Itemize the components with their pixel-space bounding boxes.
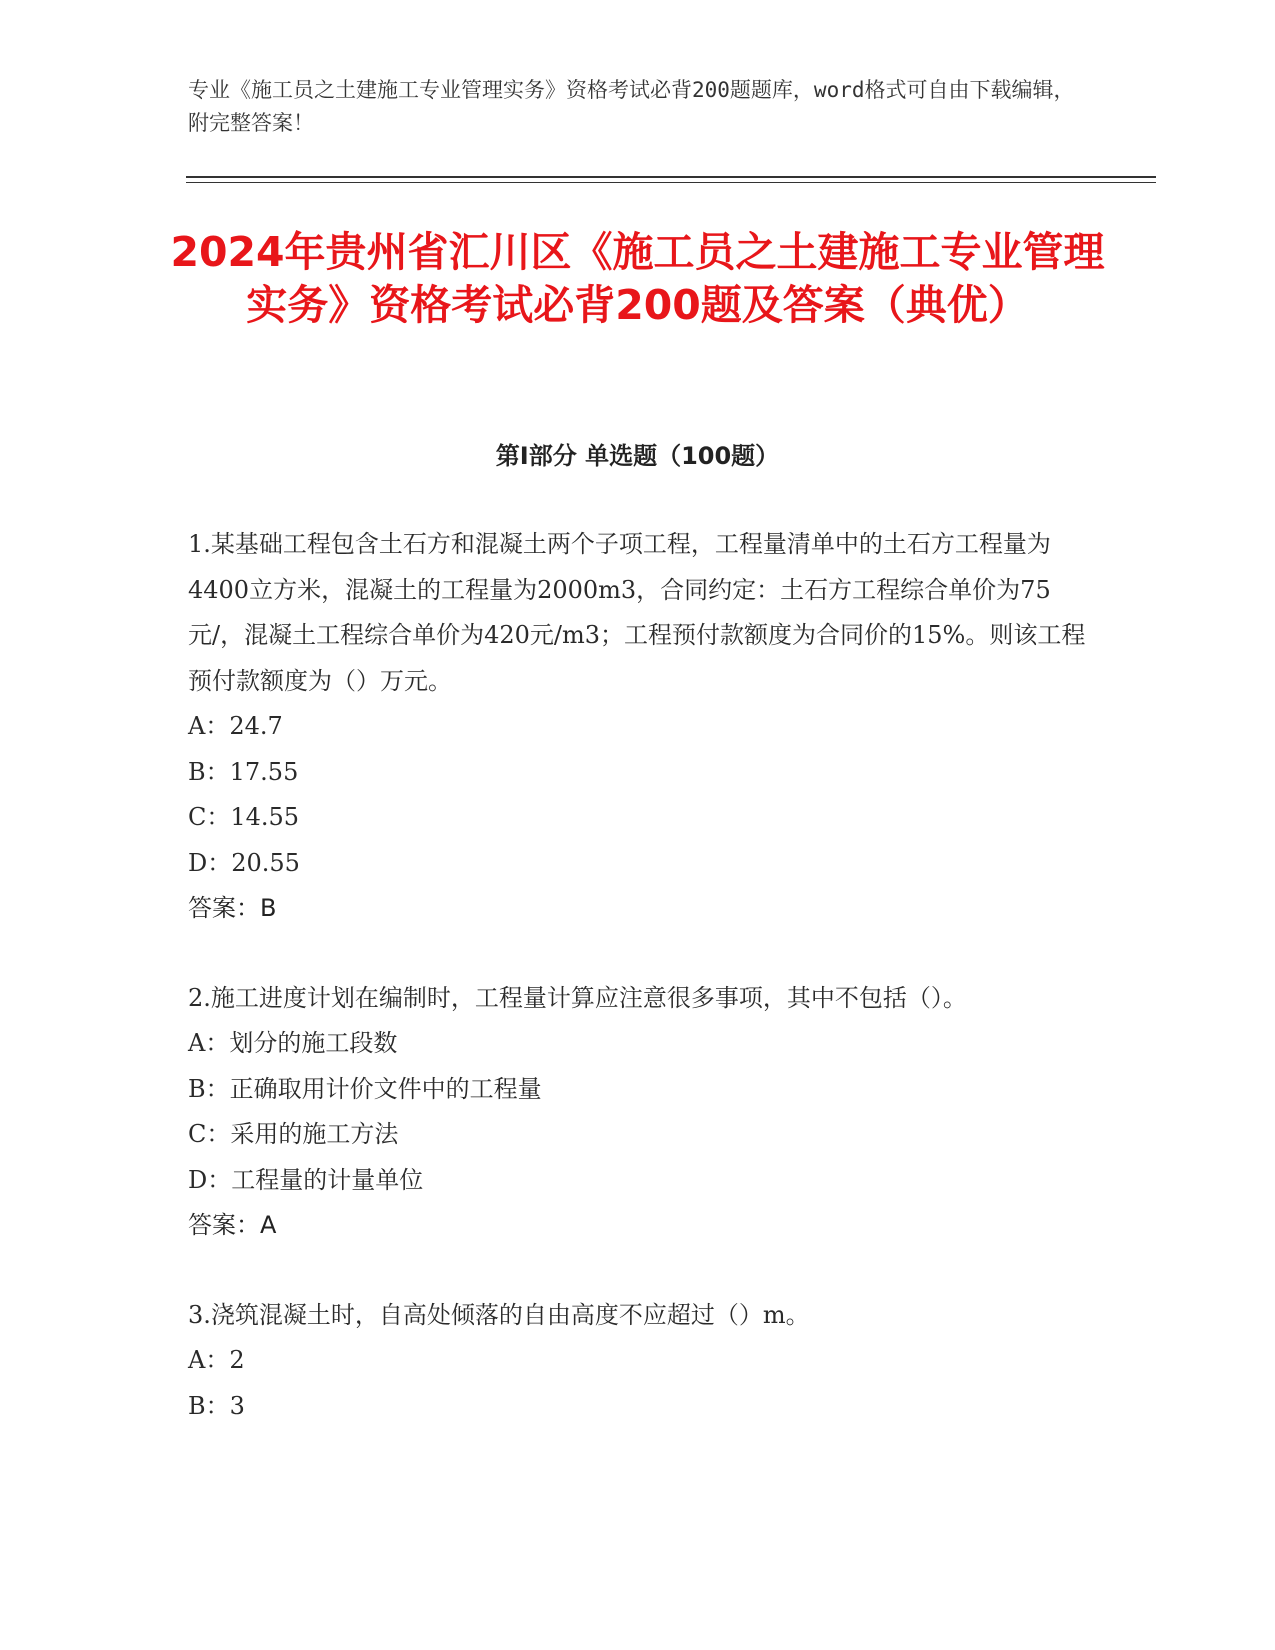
question-stem: 1.某基础工程包含土石方和混凝土两个子项工程，工程量清单中的土石方工程量为4400立方米，混凝土的工程量为2000m3，合同约定：土石方工程综合单价为75元/，混凝土工程综合单价为420元/m3；工程预付款额度为合同价的15%。则该工程预付款额度为（）万元。	[188, 530, 1086, 695]
answer-line: 答案：B	[188, 894, 277, 922]
answer-line: 答案：A	[188, 1211, 277, 1239]
option-b: B：17.55	[188, 757, 299, 786]
section-heading: 第I部分 单选题（100题）	[495, 442, 780, 470]
option-a: A：24.7	[188, 712, 283, 740]
option-c: C：采用的施工方法	[188, 1120, 399, 1148]
question-item	[188, 976, 1088, 1249]
question-list	[188, 522, 1088, 1429]
question-item	[188, 1293, 1088, 1430]
option-b: B：3	[188, 1391, 245, 1420]
header-note: 专业《施工员之土建施工专业管理实务》资格考试必背200题题库，word格式可自由下载编辑，附完整答案！	[188, 78, 1075, 135]
header-divider-thick	[186, 176, 1156, 178]
option-d: D：20.55	[188, 848, 300, 877]
header-divider-thin	[186, 182, 1156, 183]
option-a: A：划分的施工段数	[188, 1029, 398, 1057]
option-a: A：2	[188, 1346, 245, 1374]
question-item	[188, 522, 1088, 932]
document-title: 2024年贵州省汇川区《施工员之土建施工专业管理实务》资格考试必背200题及答案（典优）	[170, 228, 1105, 329]
question-stem: 2.施工进度计划在编制时，工程量计算应注意很多事项，其中不包括（）。	[188, 983, 967, 1012]
question-stem: 3.浇筑混凝土时，自高处倾落的自由高度不应超过（）m。	[188, 1300, 810, 1329]
option-b: B：正确取用计价文件中的工程量	[188, 1074, 542, 1103]
option-c: C：14.55	[188, 803, 300, 831]
option-d: D：工程量的计量单位	[188, 1165, 424, 1194]
